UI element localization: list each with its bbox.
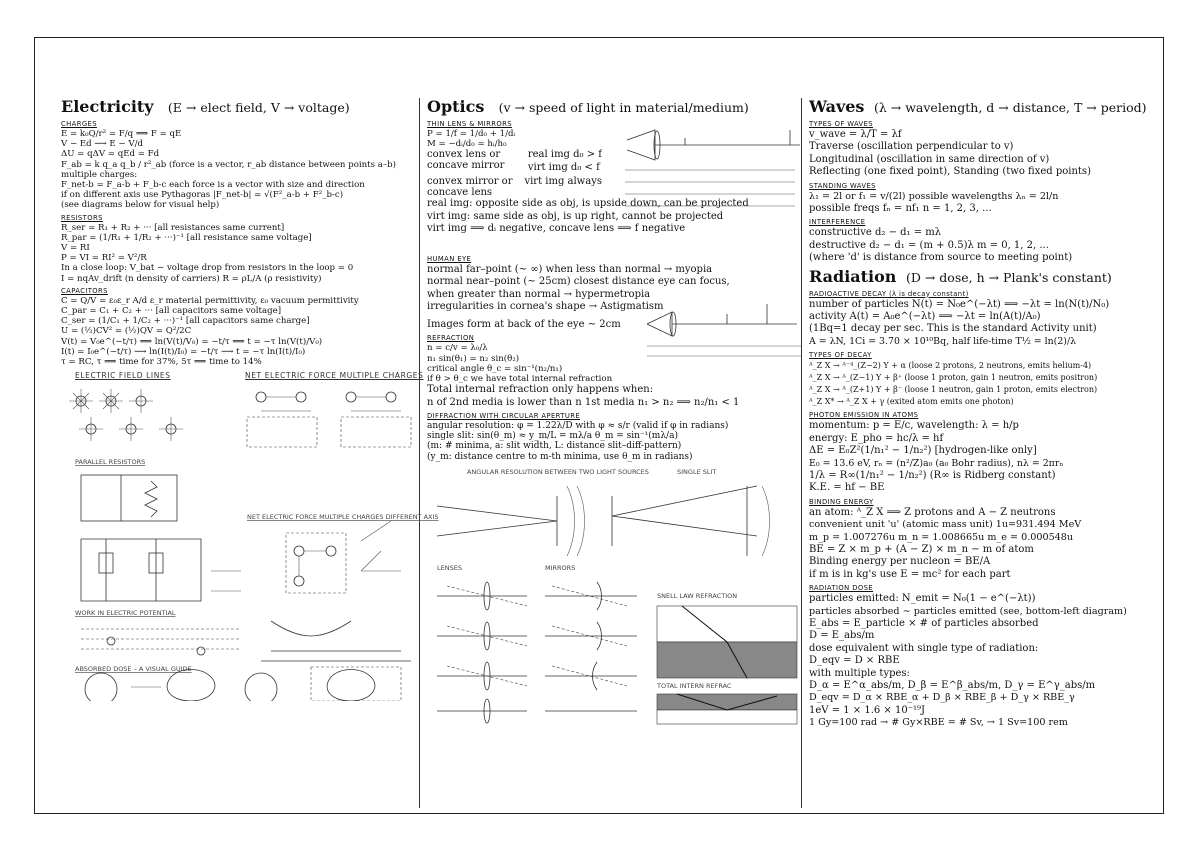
- waves-radiation-column: [809, 98, 1157, 801]
- lens-line: convex mirror or concave lens: [427, 176, 513, 199]
- wave-types-heading: TYPES OF WAVES: [809, 120, 874, 128]
- dose-heading: RADIATION DOSE: [809, 584, 874, 593]
- radiation-subtitle: (D → dose, h → Plank's constant): [905, 269, 1112, 285]
- field-lines-figure: [69, 389, 183, 441]
- wave-types-line: Reflecting (one fixed point), Standing (two fixed points): [809, 166, 1091, 178]
- eye-line: irregularities in cornea's shape → Astigmatism: [427, 301, 664, 313]
- absorbed-dose-title: ABSORBED DOSE – A VISUAL GUIDE: [75, 665, 192, 674]
- decay-line: (1Bq=1 decay per sec. This is the standard Activity unit): [809, 323, 1097, 335]
- charges-line: F_net-b = F_a-b + F_b-c each force is a vector with size and direction: [61, 180, 365, 191]
- refraction-section: [427, 334, 805, 409]
- refraction-heading: REFRACTION: [427, 334, 475, 343]
- photon-heading: PHOTON EMISSION IN ATOMS: [809, 411, 919, 420]
- dose-line: 1eV = 1 × 1.6 × 10⁻¹⁹J: [809, 704, 926, 716]
- dose-line: 1 Gy=100 rad → # Gy×RBE = # Sv, → 1 Sv=100 rem: [809, 717, 1068, 729]
- capacitors-line: I(t) = I₀e^(−t/τ) ⟶ ln(I(t)/I₀) = −t/τ ⟶ t = −τ ln(I(t)/I₀): [61, 346, 306, 357]
- diffraction-line: angular resolution: φ = 1.22λ/D with φ ≈ s/r (valid if φ in radians): [427, 421, 729, 432]
- binding-line: m_p = 1.007276u m_n = 1.008665u m_e = 0.000548u: [809, 531, 1074, 543]
- refraction-line: n = c/v = λ₀/λ: [427, 343, 488, 354]
- photon-line: K.E. = hf − BE: [809, 482, 885, 494]
- lenses-title: LENSES: [437, 563, 462, 572]
- capacitors-line: C = Q/V = ε₀ε_r A/d ε_r material permittivity, ε₀ vacuum permittivity: [61, 295, 359, 306]
- cheat-sheet-page: [34, 37, 1164, 814]
- charges-line: V − Ed ⟶ E − V/d: [61, 139, 143, 150]
- waves-subtitle: (λ → wavelength, d → distance, T → period): [873, 100, 1147, 115]
- refraction-line: Total internal refraction only happens when:: [427, 384, 654, 396]
- resistors-line: R_ser = R₁ + R₂ + ··· [all resistances same current]: [61, 222, 285, 233]
- dose-line: D_α = E^α_abs/m, D_β = E^β_abs/m, D_γ = E^γ_abs/m: [809, 680, 1096, 691]
- decay-type-line: ᴬ_Z X → ᴬ⁻⁴_(Z−2) Y + α (loose 2 protons, 2 neutrons, emits helium-4): [809, 361, 1092, 371]
- angular-resolution-title: ANGULAR RESOLUTION BETWEEN TWO LIGHT SOURCES: [467, 467, 649, 476]
- resistors-heading: RESISTORS: [61, 213, 103, 222]
- angular-resolution-figure: [437, 486, 585, 556]
- refraction-line: n of 2nd media is lower than n 1st media n₁ > n₂ ⟹ n₂/n₁ < 1: [427, 396, 740, 408]
- electricity-diagram-svg: [61, 371, 439, 701]
- total-internal-title: TOTAL INTERN REFRAC: [657, 681, 732, 690]
- mirrors-figure: [545, 582, 637, 711]
- work-potential-title: WORK IN ELECTRIC POTENTIAL: [75, 609, 176, 618]
- charges-line: F_ab = k q_a q_b / r²_ab (force is a vector, r_ab distance between points a–b): [61, 159, 397, 170]
- radiation-title: Radiation: [809, 266, 897, 286]
- eye-lens-figure: [605, 120, 805, 212]
- capacitors-line: C_par = C₁ + C₂ + ··· [all capacitors same voltage]: [61, 306, 282, 317]
- decay-line: A = λN, 1Ci = 3.70 × 10¹⁰Bq, half life-time T½ = ln(2)/λ: [809, 335, 1077, 347]
- waves-heading: [809, 98, 1157, 117]
- wave-types-line: v_wave = λ/T = λf: [809, 129, 902, 140]
- optics-subtitle: (v → speed of light in material/medium): [498, 100, 749, 115]
- diagram-title-field-lines: ELECTRIC FIELD LINES: [75, 371, 171, 381]
- lens-line: virt img ⟹ dᵢ negative, concave lens ⟹ f negative: [427, 223, 686, 235]
- charges-line: multiple charges:: [61, 169, 138, 180]
- thin-lens-heading: THIN LENS & MIRRORS: [427, 120, 512, 128]
- standing-waves-heading: STANDING WAVES: [809, 181, 876, 190]
- charges-line: E = k₀Q/r² = F/q ⟹ F = qE: [61, 129, 182, 139]
- eye-defect-figure: [627, 284, 805, 364]
- lens-line: real img: opposite side as obj, is upside down, can be projected: [427, 198, 749, 210]
- capacitors-line: V(t) = V₀e^(−t/τ) ⟹ ln(V(t)/V₀) = −t/τ ⟹ t = −τ ln(V(t)/V₀): [61, 336, 323, 347]
- charges-line: if on different axis use Pythagoras |F_net-b| = √(F²_a-b + F²_b-c): [61, 190, 344, 201]
- photon-line: E₀ = 13.6 eV, rₙ = (n²/Z)a₀ (a₀ Bohr radius), nλ = 2πrₙ: [809, 457, 1064, 469]
- decay-type-line: ᴬ_Z X → ᴬ_(Z−1) Y + β⁺ (loose 1 proton, gain 1 neutron, emits positron): [809, 373, 1098, 383]
- wave-types-line: Traverse (oscillation perpendicular to v): [809, 141, 1014, 153]
- lens-line: virt img d₀ < f: [527, 161, 600, 173]
- standing-waves-line: λ₁ = 2l or f₁ = v/(2l) possible wavelengths λₙ = 2l/n: [809, 190, 1059, 202]
- optics-heading: [427, 98, 805, 117]
- binding-line: if m is in kg's use E = mc² for each part: [809, 568, 1011, 580]
- resistors-line: In a close loop: V_bat − voltage drop from resistors in the loop = 0: [61, 263, 354, 274]
- diffraction-line: (m: # minima, a: slit width, L: distance slit–diff-pattern): [427, 441, 682, 452]
- capacitors-line: C_ser = (1/C₁ + 1/C₂ + ···)⁻¹ [all capacitors same charge]: [61, 316, 310, 327]
- lens-line: real img d₀ > f: [527, 149, 602, 161]
- refraction-line: if θ > θ_c we have total internal refraction: [427, 374, 613, 385]
- resistors-line: P = VI = RI² = V²/R: [61, 253, 147, 264]
- dose-line: D_eqv = D_α × RBE_α + D_β × RBE_β + D_γ × RBE_γ: [809, 692, 1075, 704]
- interference-line: constructive d₂ − d₁ = mλ: [809, 227, 942, 239]
- total-internal-figure: [657, 694, 797, 724]
- lens-line: M = −dᵢ/d₀ = hᵢ/h₀: [427, 139, 507, 150]
- dose-line: particles emitted: N_emit = N₀(1 − e^(−λt)): [809, 593, 1036, 605]
- eye-line: normal near–point (∼ 25cm) closest distance eye can focus,: [427, 276, 730, 288]
- binding-heading: BINDING ENERGY: [809, 497, 874, 506]
- electricity-diagrams: [61, 371, 439, 701]
- charges-heading: CHARGES: [61, 120, 97, 128]
- radiation-heading: [809, 268, 1157, 287]
- diffraction-heading: DIFFRACTION WITH CIRCULAR APERTURE: [427, 412, 581, 421]
- work-potential-figure: [81, 621, 411, 661]
- refraction-line: critical angle θ_c = sin⁻¹(n₂/n₁): [427, 363, 563, 374]
- eye-line: Images form at back of the eye ∼ 2cm: [427, 319, 621, 330]
- lenses-figure: [437, 582, 527, 723]
- decay-heading: RADIOACTIVE DECAY (λ is decay constant): [809, 289, 969, 298]
- dose-line: D_eqv = D × RBE: [809, 655, 900, 667]
- interference-line: (where 'd' is distance from source to meeting point): [809, 252, 1073, 264]
- parallel-resistors-title: PARALLEL RESISTORS: [75, 458, 146, 467]
- photon-line: momentum: p = E/c, wavelength: λ = h/p: [809, 420, 1019, 432]
- mirrors-title: MIRRORS: [545, 563, 576, 572]
- lens-line: convex lens or concave mirror: [427, 149, 505, 172]
- optics-diagrams: [427, 466, 805, 726]
- lens-line: virt img: same side as obj, is up right, cannot be projected: [427, 210, 724, 222]
- capacitors-heading: CAPACITORS: [61, 286, 108, 295]
- optics-column: [427, 98, 805, 801]
- dose-line: with multiple types:: [809, 667, 910, 679]
- diagram-title-net-force: NET ELECTRIC FORCE MULTIPLE CHARGES: [245, 371, 424, 381]
- photon-line: 1/λ = R∞(1/n₁² − 1/n₂²) (R∞ is Ridberg constant): [809, 469, 1056, 481]
- charges-line: (see diagrams below for visual help): [61, 200, 220, 211]
- net-force-axis-title: NET ELECTRIC FORCE MULTIPLE CHARGES DIFFERENT AXIS: [247, 513, 439, 522]
- photon-line: ΔE = E₀Z²(1/n₁² − 1/n₂²) [hydrogen-like only]: [809, 445, 1037, 457]
- diffraction-line: (y_m: distance centre to m-th minima, use θ_m in radians): [427, 451, 693, 462]
- dose-line: D = E_abs/m: [809, 630, 875, 642]
- snell-law-figure: [657, 606, 797, 678]
- optics-title: Optics: [427, 98, 485, 116]
- photon-line: energy: E_pho = hc/λ = hf: [809, 432, 944, 444]
- binding-line: an atom: ᴬ_Z X ⟹ Z protons and A − Z neutrons: [809, 506, 1056, 518]
- capacitors-line: τ = RC, τ ⟹ time for 37%, 5τ ⟹ time to 14%: [61, 357, 262, 368]
- decay-type-line: ᴬ_Z X* → ᴬ_Z X + γ (exited atom emits one photon): [809, 397, 1014, 407]
- wave-types-line: Longitudinal (oscillation in same direction of v): [809, 153, 1050, 165]
- binding-line: BE = Z × m_p + (A − Z) × m_n − m of atom: [809, 543, 1034, 555]
- dose-line: particles absorbed ∼ particles emitted (see, bottom-left diagram): [809, 605, 1127, 617]
- electricity-heading: [61, 98, 439, 117]
- thin-lens-section: [427, 120, 805, 252]
- binding-line: Binding energy per nucleon = BE/A: [809, 556, 991, 568]
- eye-heading: HUMAN EYE: [427, 255, 472, 263]
- electricity-title: Electricity: [61, 98, 154, 116]
- capacitors-line: U = (½)CV² = (½)QV = Q²/2C: [61, 326, 192, 337]
- resistors-line: V = RI: [61, 243, 90, 254]
- decay-line: number of particles N(t) = N₀e^(−λt) ⟹ −λt = ln(N(t)/N₀): [809, 298, 1110, 310]
- waves-title: Waves: [809, 98, 865, 116]
- snell-law-title: SNELL LAW REFRACTION: [657, 591, 738, 600]
- dose-line: dose equivalent with single type of radiation:: [809, 642, 1039, 654]
- net-force-axis-figure: [286, 521, 401, 593]
- standing-waves-line: possible freqs fₙ = nf₁ n = 1, 2, 3, ...: [809, 203, 992, 215]
- resistors-line: I = nqAv_drift (n density of carriers) R = ρL/A (ρ resistivity): [61, 273, 322, 284]
- electricity-column: [61, 98, 439, 801]
- binding-line: convenient unit 'u' (atomic mass unit) 1u=931.494 MeV: [809, 519, 1082, 531]
- interference-line: destructive d₂ − d₁ = (m + 0.5)λ m = 0, 1, 2, ...: [809, 239, 1049, 251]
- charges-line: ΔU = qΔV = qEd = Fd: [61, 149, 160, 160]
- decay-types-heading: TYPES OF DECAY: [809, 351, 872, 360]
- decay-type-line: ᴬ_Z X → ᴬ_(Z+1) Y + β⁻ (loose 1 neutron, gain 1 proton, emits electron): [809, 385, 1098, 395]
- eye-line: normal far–point (∼ ∞) when less than normal → myopia: [427, 264, 713, 275]
- single-slit-title: SINGLE SLIT: [677, 467, 717, 476]
- single-slit-figure: [612, 486, 770, 556]
- diffraction-line: single slit: sin(θ_m) ≈ y_m/L = mλ/a θ_m = sin⁻¹(mλ/a): [427, 431, 678, 442]
- optics-diagram-svg: [427, 466, 805, 726]
- interference-heading: INTERFERENCE: [809, 218, 866, 227]
- parallel-resistors-figure: [81, 475, 241, 601]
- eye-line: when greater than normal → hypermetropia: [427, 288, 651, 300]
- net-force-figure: [247, 392, 411, 447]
- lens-line: virt img always: [524, 176, 602, 188]
- lens-line: P = 1/f = 1/d₀ + 1/dᵢ: [427, 129, 516, 139]
- dose-line: E_abs = E_particle × # of particles absorbed: [809, 617, 1039, 629]
- refraction-line: n₁ sin(θ₁) = n₂ sin(θ₂): [427, 353, 520, 364]
- electricity-subtitle: (E → elect field, V → voltage): [167, 100, 350, 115]
- resistors-line: R_par = (1/R₁ + 1/R₂ + ···)⁻¹ [all resistance same voltage]: [61, 232, 312, 243]
- decay-line: activity A(t) = A₀e^(−λt) ⟹ −λt = ln(A(t)/A₀): [809, 311, 1041, 323]
